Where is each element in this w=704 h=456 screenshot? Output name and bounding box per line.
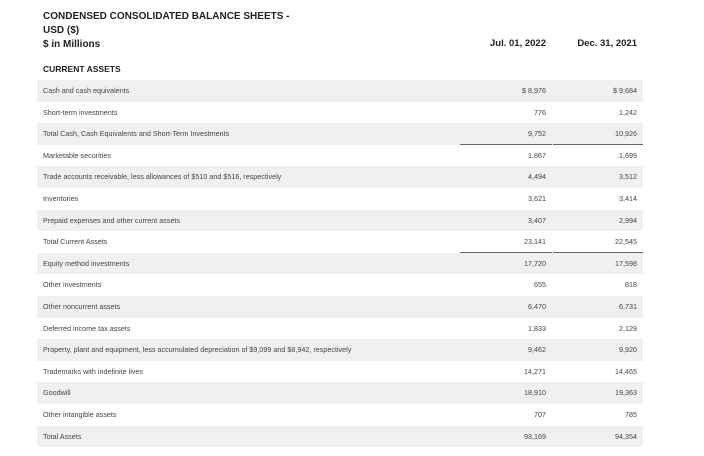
title-line-1: CONDENSED CONSOLIDATED BALANCE SHEETS - <box>43 11 290 22</box>
row-label: Deferred income tax assets <box>43 323 131 333</box>
subtotal-rule-2022 <box>460 144 552 145</box>
row-value-2022: 14,271 <box>524 366 546 376</box>
row-value-2022: 9,752 <box>528 129 546 139</box>
row-value-2022: 9,462 <box>528 345 546 355</box>
row-value-2021: 785 <box>625 409 637 419</box>
row-value-2021: 10,926 <box>615 129 637 139</box>
row-label: Property, plant and equipment, less accumulated depreciation of $9,099 and $8,942, respectively <box>43 345 352 355</box>
table-row <box>37 123 643 145</box>
row-value-2021: 818 <box>625 280 637 290</box>
title-line-2: USD ($) <box>43 25 80 36</box>
table-row <box>37 145 643 167</box>
row-value-2021: 3,414 <box>619 193 637 203</box>
balance-sheet <box>37 6 643 447</box>
row-value-2022: 655 <box>534 280 546 290</box>
table-row <box>37 166 643 188</box>
row-value-2021: 22,545 <box>615 237 637 247</box>
table-body <box>37 80 643 447</box>
row-label: Total Assets <box>43 431 82 441</box>
row-label: Goodwill <box>43 388 71 398</box>
column-header-dec-2021: Dec. 31, 2021 <box>577 38 637 49</box>
subtotal-rule-2021 <box>553 144 643 145</box>
row-label: Cash and cash equivalents <box>43 86 130 95</box>
table-header <box>37 6 643 58</box>
row-label: Trade accounts receivable, less allowances of $510 and $516, respectively <box>43 172 282 182</box>
table-row <box>37 339 643 361</box>
row-value-2021: 9,920 <box>619 345 637 355</box>
table-row <box>37 188 643 210</box>
row-value-2021: 17,598 <box>615 258 637 268</box>
row-label: Prepaid expenses and other current assets <box>43 215 181 225</box>
row-value-2021: $ 9,684 <box>613 86 637 95</box>
table-row <box>37 296 643 318</box>
row-value-2022: 23,141 <box>524 237 546 247</box>
table-row <box>37 210 643 232</box>
table-title <box>43 10 303 52</box>
row-label: Other investments <box>43 280 102 290</box>
row-value-2022: 93,169 <box>524 431 546 441</box>
row-label: Other intangible assets <box>43 409 117 419</box>
subtotal-rule-2021 <box>553 252 643 253</box>
row-value-2021: 14,465 <box>615 366 637 376</box>
row-value-2021: 19,363 <box>615 388 637 398</box>
subtotal-rule-2022 <box>460 252 552 253</box>
table-row <box>37 404 643 426</box>
row-value-2021: 94,354 <box>615 431 637 441</box>
row-value-2022: 18,910 <box>524 388 546 398</box>
row-value-2022: 4,494 <box>528 172 546 182</box>
row-label: Inventories <box>43 193 79 203</box>
row-label: Short-term investments <box>43 107 118 117</box>
table-row <box>37 231 643 253</box>
table-row <box>37 102 643 124</box>
row-value-2021: 1,699 <box>619 150 637 160</box>
table-row <box>37 426 643 448</box>
row-label: Equity method investments <box>43 258 130 268</box>
row-value-2022: 17,720 <box>524 258 546 268</box>
row-value-2021: 1,242 <box>619 107 637 117</box>
table-row <box>37 253 643 275</box>
row-value-2022: 3,407 <box>528 215 546 225</box>
row-value-2022: 3,621 <box>528 193 546 203</box>
row-value-2022: 1,833 <box>528 323 546 333</box>
row-value-2022: 6,470 <box>528 301 546 311</box>
row-label: Trademarks with indefinite lives <box>43 366 143 376</box>
title-line-3: $ in Millions <box>43 39 101 50</box>
row-value-2021: 2,129 <box>619 323 637 333</box>
row-label: Marketable securities <box>43 150 111 160</box>
row-value-2022: 776 <box>534 107 546 117</box>
row-value-2022: 1,867 <box>528 150 546 160</box>
row-value-2022: $ 8,976 <box>522 86 546 95</box>
column-header-jul-2022: Jul. 01, 2022 <box>490 38 546 49</box>
table-row <box>37 318 643 340</box>
row-value-2021: 3,512 <box>619 172 637 182</box>
table-row <box>37 382 643 404</box>
section-current-assets: CURRENT ASSETS <box>43 64 121 74</box>
row-label: Total Current Assets <box>43 237 108 247</box>
table-row <box>37 80 643 102</box>
row-label: Total Cash, Cash Equivalents and Short-Term Investments <box>43 129 230 139</box>
row-value-2022: 707 <box>534 409 546 419</box>
row-label: Other noncurrent assets <box>43 301 121 311</box>
row-value-2021: 2,994 <box>619 215 637 225</box>
row-value-2021: 6,731 <box>619 301 637 311</box>
table-row <box>37 274 643 296</box>
table-row <box>37 361 643 383</box>
